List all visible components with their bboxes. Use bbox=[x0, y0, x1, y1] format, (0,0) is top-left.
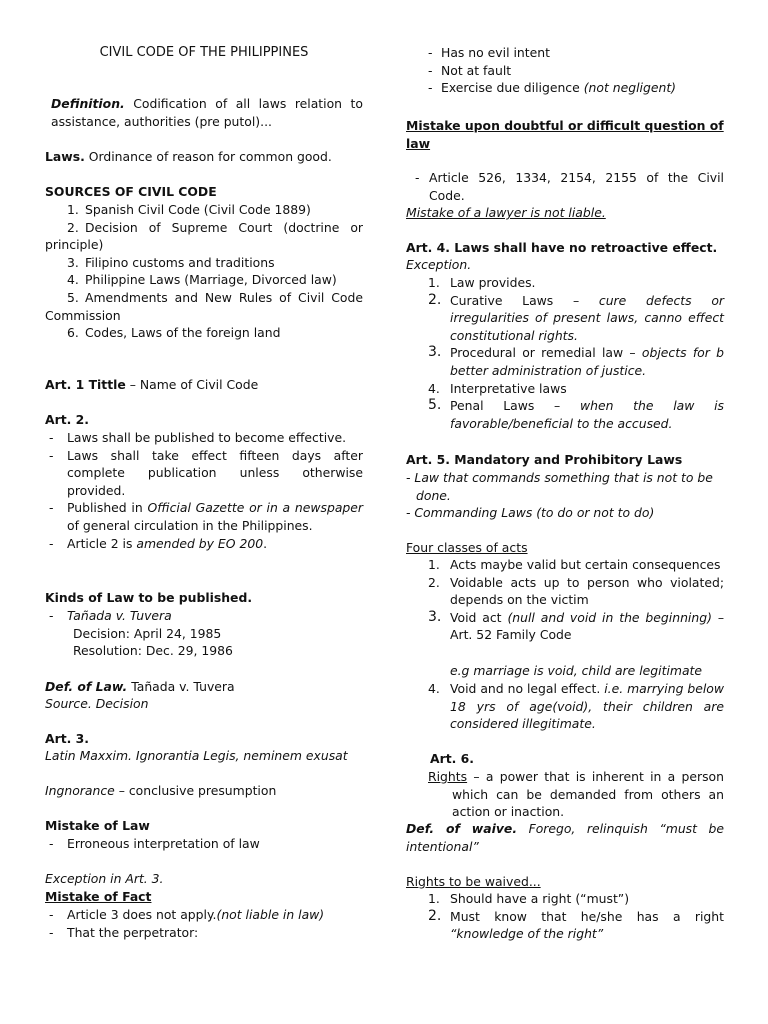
laws-label: Laws. bbox=[45, 149, 85, 164]
def-law-paragraph bbox=[45, 678, 363, 696]
ignorance-paragraph bbox=[45, 782, 363, 800]
list-item: 5. Amendments and New Rules of Civil Code Commission bbox=[45, 289, 363, 323]
def-waive-paragraph bbox=[406, 820, 724, 855]
mistake-fact-list bbox=[45, 906, 363, 941]
list-item: - Article 526, 1334, 2154, 2155 of the Civil Code. bbox=[415, 170, 724, 203]
perpetrator-list bbox=[406, 44, 724, 97]
list-item: 1. Acts maybe valid but certain consequences bbox=[428, 557, 721, 572]
mistake-law-heading: Mistake of Law bbox=[45, 818, 150, 833]
list-item: - Tañada v. Tuvera bbox=[49, 608, 172, 623]
ignorance-label: Ingnorance bbox=[45, 783, 115, 798]
list-item: - Exercise due diligence (not negligent) bbox=[428, 80, 677, 96]
list-item: 2. Must know that he/she has a right “knowledge of the right” bbox=[428, 907, 724, 942]
list-item: 4. Void and no legal effect. i.e. marrying below 18 yrs of age(void), their children are considered illegitimate. bbox=[428, 681, 725, 732]
def-law-label: Def. of Law. bbox=[45, 679, 128, 694]
list-item: 1. Should have a right (“must”) bbox=[428, 891, 630, 906]
art5-item-1: - Law that commands something that is not to be done. bbox=[406, 470, 713, 503]
list-item: 6. Codes, Laws of the foreign land bbox=[67, 325, 281, 341]
rights-waived-list bbox=[406, 890, 724, 943]
art1-label: Art. 1 Tittle bbox=[45, 377, 126, 392]
void-example: e.g marriage is void, child are legitimate bbox=[450, 663, 703, 678]
kinds-decision: Decision: April 24, 1985 bbox=[73, 626, 222, 641]
list-item: 3. Filipino customs and traditions bbox=[67, 254, 275, 270]
rights-label: Rights bbox=[428, 769, 468, 784]
lawyer-note: Mistake of a lawyer is not liable. bbox=[406, 205, 606, 220]
list-item: 3. Procedural or remedial law – objects for b better administration of justice. bbox=[428, 344, 724, 378]
def-law-text: Tañada v. Tuvera bbox=[127, 679, 235, 694]
page-title: CIVIL CODE OF THE PHILIPPINES bbox=[99, 45, 309, 60]
art4-exception: Exception. bbox=[406, 257, 472, 272]
kinds-resolution: Resolution: Dec. 29, 1986 bbox=[73, 643, 233, 658]
kinds-list bbox=[45, 607, 363, 625]
definition-paragraph bbox=[45, 95, 363, 130]
list-item: 2. Decision of Supreme Court (doctrine or principle) bbox=[45, 219, 363, 253]
list-item: - Published in Official Gazette or in a newspaper of general circulation in the Philippines. bbox=[49, 500, 364, 533]
rights-waived-heading: Rights to be waived... bbox=[406, 874, 541, 889]
list-item: 1. Spanish Civil Code (Civil Code 1889) bbox=[67, 202, 311, 217]
ignorance-text: – conclusive presumption bbox=[114, 783, 277, 798]
art6-heading: Art. 6. bbox=[430, 751, 474, 766]
list-item: - Erroneous interpretation of law bbox=[49, 836, 260, 851]
art5-item-2: - Commanding Laws (to do or not to do) bbox=[406, 505, 655, 520]
art1-paragraph bbox=[45, 376, 363, 394]
definition-label: Definition. bbox=[51, 96, 125, 111]
four-classes-list-cont bbox=[406, 680, 724, 733]
list-item: - Laws shall be published to become effective. bbox=[49, 430, 347, 445]
list-item: 2. Curative Laws – cure defects or irregularities of present laws, canno effect constitutional rights. bbox=[428, 291, 724, 343]
sources-heading: SOURCES OF CIVIL CODE bbox=[45, 184, 217, 199]
four-classes-heading: Four classes of acts bbox=[406, 540, 528, 555]
list-item: 5. Penal Laws – when the law is favorable/beneficial to the accused. bbox=[428, 397, 725, 431]
list-item: 4. Interpretative laws bbox=[428, 380, 567, 396]
mistake-doubtful-heading: Mistake upon doubtful or difficult question of law bbox=[406, 118, 724, 151]
list-item: - Article 3 does not apply.(not liable in law) bbox=[49, 907, 325, 922]
art4-list bbox=[406, 274, 724, 432]
art2-heading: Art. 2. bbox=[45, 412, 89, 427]
sources-list bbox=[45, 201, 363, 342]
art3-maxim: Latin Maxxim. Ignorantia Legis, neminem exusat bbox=[45, 748, 348, 763]
list-item: - Laws shall take effect fifteen days after complete publication unless otherwise provided. bbox=[49, 447, 363, 498]
laws-text: Ordinance of reason for common good. bbox=[88, 149, 332, 164]
list-item: 1. Law provides. bbox=[428, 275, 536, 290]
mistake-law-list bbox=[45, 835, 363, 853]
list-item: - Not at fault bbox=[428, 62, 512, 78]
list-item: - Has no evil intent bbox=[428, 45, 550, 60]
art4-heading: Art. 4. Laws shall have no retroactive effect. bbox=[406, 240, 718, 255]
list-item: 3. Void act (null and void in the beginning) – Art. 52 Family Code bbox=[428, 608, 725, 643]
laws-paragraph bbox=[45, 148, 363, 166]
def-law-source: Source. Decision bbox=[45, 696, 149, 711]
definition-text: Codification of all laws relation to assistance, authorities (pre putol)... bbox=[51, 96, 363, 129]
art3-heading: Art. 3. bbox=[45, 731, 89, 746]
art5-heading: Art. 5. Mandatory and Prohibitory Laws bbox=[406, 452, 683, 467]
def-waive-label: Def. of waive. bbox=[406, 821, 518, 836]
exception-art3: Exception in Art. 3. bbox=[45, 871, 164, 886]
list-item: - That the perpetrator: bbox=[49, 924, 199, 940]
mistake-doubtful-list bbox=[406, 169, 724, 204]
mistake-fact-heading: Mistake of Fact bbox=[45, 889, 152, 904]
def-waive-text: Forego, relinquish “must be intentional” bbox=[406, 821, 724, 854]
rights-text: – a power that is inherent in a person which can be demanded from others an action or inaction. bbox=[452, 769, 724, 820]
art2-list bbox=[45, 429, 363, 552]
list-item: 4. Philippine Laws (Marriage, Divorced law) bbox=[67, 272, 337, 288]
art1-text: – Name of Civil Code bbox=[125, 377, 259, 392]
list-item: - Article 2 is amended by EO 200. bbox=[49, 535, 268, 551]
kinds-heading: Kinds of Law to be published. bbox=[45, 590, 253, 605]
rights-paragraph bbox=[406, 768, 724, 821]
four-classes-list bbox=[406, 556, 724, 644]
list-item: 2. Voidable acts up to person who violated; depends on the victim bbox=[428, 574, 724, 608]
